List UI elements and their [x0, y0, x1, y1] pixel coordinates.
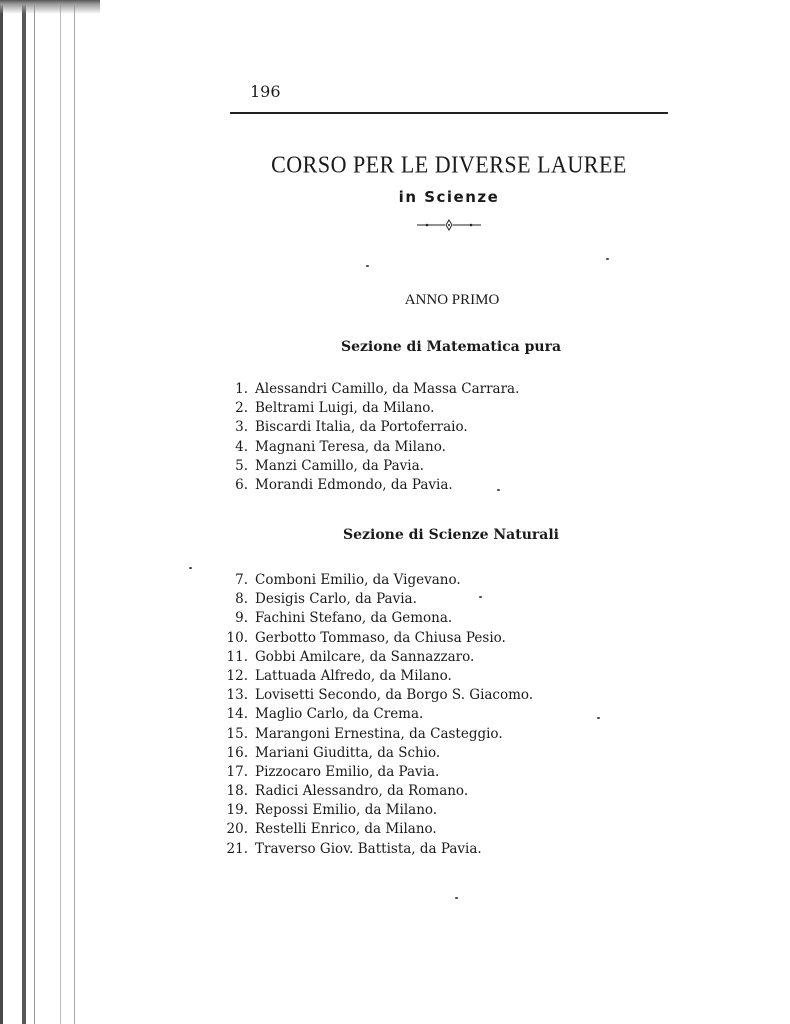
student-list-scienze-naturali: [210, 571, 533, 859]
scan-speck: [606, 258, 609, 260]
list-item-number: 3.: [235, 419, 248, 436]
list-item: [210, 476, 519, 495]
list-item-number: 20.: [226, 821, 248, 838]
list-item-text: Lovisetti Secondo, da Borgo S. Giacomo.: [255, 687, 534, 704]
section-heading-matematica: Sezione di Matematica pura: [340, 339, 562, 355]
list-item-number: 1.: [235, 381, 248, 397]
list-item-text: Marangoni Ernestina, da Casteggio.: [255, 725, 503, 742]
page-number: 196: [250, 82, 281, 101]
list-item-text: Lattuada Alfredo, da Milano.: [255, 667, 452, 684]
list-item: [210, 418, 519, 437]
list-item: [210, 438, 519, 457]
list-item: [210, 629, 533, 648]
student-list-matematica: [210, 380, 519, 495]
scan-binding-edge: [0, 0, 110, 1024]
list-item-text: Gobbi Amilcare, da Sannazzaro.: [255, 648, 475, 665]
list-item: [210, 820, 533, 839]
header-rule: [230, 112, 668, 114]
list-item: [210, 782, 533, 801]
list-item-text: Maglio Carlo, da Crema.: [255, 706, 424, 723]
section-heading-scienze-naturali: Sezione di Scienze Naturali: [343, 527, 559, 543]
list-item: [210, 380, 519, 399]
list-item: [210, 399, 519, 418]
list-item-text: Morandi Edmondo, da Pavia.: [255, 476, 453, 493]
list-item-number: 8.: [235, 591, 248, 608]
page-title: CORSO PER LE DIVERSE LAUREE: [271, 150, 627, 178]
list-item: [210, 801, 533, 820]
list-item-number: 16.: [226, 744, 248, 761]
list-item: [210, 667, 533, 686]
scan-speck: [189, 567, 192, 569]
list-item-number: 4.: [235, 438, 248, 455]
list-item-number: 13.: [226, 687, 248, 704]
list-item-number: 6.: [235, 476, 248, 493]
page-subtitle: in Scienze: [398, 188, 500, 206]
list-item-number: 14.: [226, 706, 248, 723]
list-item: [210, 609, 533, 628]
list-item: [210, 457, 519, 476]
list-item-text: Pizzocaro Emilio, da Pavia.: [255, 763, 440, 780]
list-item-number: 7.: [235, 572, 248, 588]
list-item-number: 11.: [226, 648, 248, 665]
list-item-number: 15.: [226, 725, 248, 742]
list-item: [210, 590, 533, 609]
list-item-text: Biscardi Italia, da Portoferraio.: [255, 419, 468, 436]
list-item: [210, 571, 533, 590]
list-item-text: Beltrami Luigi, da Milano.: [255, 400, 435, 417]
scan-speck: [366, 265, 369, 267]
list-item-text: Alessandri Camillo, da Massa Carrara.: [255, 381, 520, 397]
list-item: [210, 763, 533, 782]
list-item-text: Restelli Enrico, da Milano.: [255, 821, 437, 838]
ornament-divider-icon: [415, 218, 483, 232]
list-item-text: Repossi Emilio, da Milano.: [255, 802, 438, 819]
list-item: [210, 686, 533, 705]
scan-speck: [479, 596, 482, 598]
list-item-text: Comboni Emilio, da Vigevano.: [255, 572, 461, 588]
list-item-text: Traverso Giov. Battista, da Pavia.: [255, 840, 482, 857]
scan-speck: [497, 489, 500, 491]
year-heading: ANNO PRIMO: [404, 292, 500, 308]
list-item: [210, 725, 533, 744]
list-item-number: 12.: [226, 667, 248, 684]
list-item-text: Radici Alessandro, da Romano.: [255, 783, 469, 800]
list-item-number: 18.: [226, 783, 248, 800]
list-item: [210, 744, 533, 763]
list-item: [210, 648, 533, 667]
scan-speck: [455, 897, 458, 899]
list-item-number: 21.: [226, 840, 248, 857]
list-item-number: 19.: [226, 802, 248, 819]
list-item-text: Fachini Stefano, da Gemona.: [255, 610, 453, 627]
list-item-text: Manzi Camillo, da Pavia.: [255, 457, 424, 474]
list-item-number: 5.: [235, 457, 248, 474]
list-item-number: 17.: [226, 763, 248, 780]
list-item-number: 10.: [226, 629, 248, 646]
list-item: [210, 840, 533, 859]
list-item-number: 2.: [235, 400, 248, 417]
scan-binding-shadow: [0, 0, 100, 14]
list-item: [210, 705, 533, 724]
list-item-text: Desigis Carlo, da Pavia.: [255, 591, 417, 608]
list-item-text: Gerbotto Tommaso, da Chiusa Pesio.: [255, 629, 506, 646]
scan-speck: [597, 717, 600, 719]
list-item-text: Mariani Giuditta, da Schio.: [255, 744, 441, 761]
list-item-number: 9.: [235, 610, 248, 627]
list-item-text: Magnani Teresa, da Milano.: [255, 438, 446, 455]
